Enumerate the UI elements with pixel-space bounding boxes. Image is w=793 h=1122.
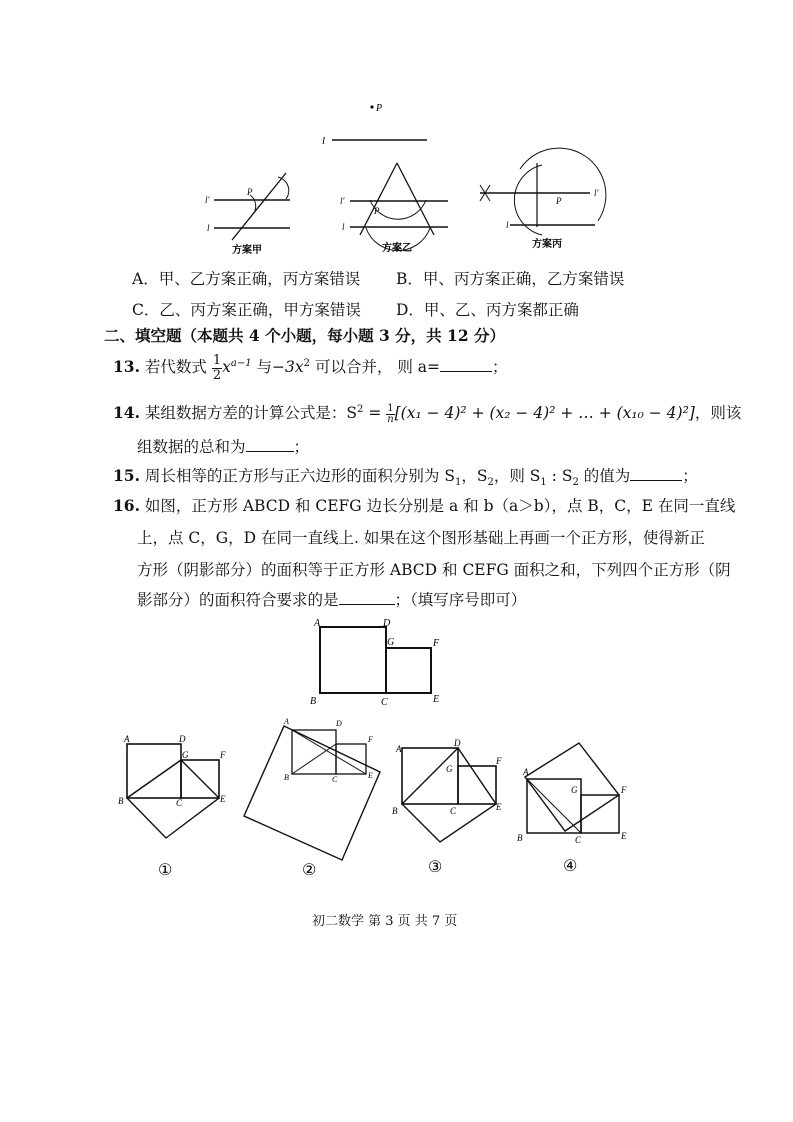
q16-line2: 上，点 C，G，D 在同一直线上. 如果在这个图形基础上再画一个正方形，使得新正	[137, 529, 705, 547]
q14-number: 14.	[113, 403, 140, 423]
svg-text:F: F	[368, 735, 373, 744]
q15: 15. 周长相等的正方形与正六边形的面积分别为 $S_1$，$S_2$，则 $S_1$ : $S_2$ 的值为 ；	[113, 466, 698, 489]
q14-answer-blank[interactable]	[246, 437, 294, 452]
svg-text:B: B	[310, 696, 317, 707]
svg-text:B: B	[392, 806, 398, 816]
svg-text:E: E	[496, 802, 502, 812]
svg-text:F: F	[496, 756, 502, 766]
svg-text:E: E	[220, 794, 226, 804]
q14-line2: 组数据的总和为 ；	[137, 438, 310, 456]
svg-text:G: G	[571, 785, 578, 795]
svg-text:P: P	[374, 206, 380, 216]
svg-text:P: P	[247, 187, 253, 197]
q13-answer-blank[interactable]	[440, 357, 492, 372]
svg-text:D: D	[179, 734, 186, 744]
option-label-1: ①	[158, 862, 173, 879]
caption-yi: 方案乙	[382, 243, 412, 254]
svg-text:D: D	[383, 618, 391, 629]
q15-answer-blank[interactable]	[630, 466, 682, 481]
line-l-label: l	[322, 135, 326, 147]
q14-fraction: $\frac{1}{n}$	[387, 402, 394, 425]
svg-text:F: F	[220, 750, 226, 760]
page-footer: 初二数学 第 3 页 共 7 页	[312, 914, 458, 929]
option-label-3: ③	[428, 859, 443, 876]
option-label-2: ②	[302, 862, 317, 879]
option-figure-4	[515, 735, 640, 877]
figure-bing	[480, 148, 606, 250]
caption-bing: 方案丙	[532, 239, 562, 250]
section2-title: 二、填空题（本题共 4 个小题，每小题 3 分，共 12 分）	[104, 326, 506, 345]
q12-option-d: D．甲、乙、丙方案都正确	[396, 301, 579, 319]
svg-text:l': l'	[205, 195, 210, 205]
svg-text:l: l	[342, 222, 345, 232]
svg-text:C: C	[450, 806, 457, 816]
svg-text:A: A	[396, 744, 402, 754]
svg-text:C: C	[332, 775, 338, 784]
svg-text:A: A	[284, 717, 289, 726]
point-p-label: P	[376, 103, 383, 114]
figure-jia	[205, 173, 290, 256]
svg-text:l': l'	[340, 196, 345, 206]
q12-option-b: B．甲、丙方案正确，乙方案错误	[396, 270, 625, 288]
svg-text:C: C	[575, 835, 582, 845]
svg-text:E: E	[368, 771, 373, 780]
option-figure-2	[232, 712, 392, 882]
svg-text:D: D	[454, 738, 461, 748]
svg-text:A: A	[124, 734, 130, 744]
svg-text:A: A	[523, 767, 529, 777]
construction-figures	[190, 95, 630, 260]
svg-text:B: B	[517, 833, 523, 843]
q16-line3: 方形（阴影部分）的面积等于正方形 ABCD 和 CEFG 面积之和，下列四个正方形（阴	[137, 561, 731, 579]
svg-text:A: A	[314, 618, 321, 629]
svg-text:F: F	[433, 638, 440, 649]
option-label-4: ④	[563, 858, 578, 875]
q14-line1: 14. 某组数据方差的计算公式是：$S^2$ = $\frac{1}{n}$ [(x₁ − 4)² + (x₂ − 4)² + … + (x₁₀ − 4)²]，则该	[113, 402, 742, 425]
q15-number: 15.	[113, 466, 140, 485]
q13-fraction: $\frac{1}{2}$	[212, 352, 222, 383]
q13: 13. 若代数式 $\frac{1}{2}$ $x^{a-1}$ 与$-3x^2$ 可以合并， 则 a= ；	[113, 352, 508, 383]
q16-line4: 影部分）的面积符合要求的是 ；（填写序号即可）	[137, 591, 527, 609]
point-p-dot	[370, 105, 373, 108]
svg-text:G: G	[387, 637, 395, 648]
q12-option-c: C．乙、丙方案正确，甲方案错误	[132, 301, 361, 319]
svg-text:D: D	[336, 719, 342, 728]
svg-text:G: G	[446, 764, 453, 774]
svg-text:B: B	[118, 796, 124, 806]
caption-jia: 方案甲	[232, 245, 262, 256]
svg-text:l: l	[207, 223, 210, 233]
option-figure-1	[110, 730, 240, 880]
main-figure	[305, 612, 455, 707]
svg-text:F: F	[621, 785, 627, 795]
svg-text:E: E	[621, 831, 627, 841]
svg-text:E: E	[433, 694, 440, 705]
figure-yi	[340, 163, 448, 254]
svg-text:l': l'	[594, 188, 599, 198]
svg-text:C: C	[381, 697, 388, 707]
svg-text:P: P	[556, 196, 562, 206]
svg-text:G: G	[182, 750, 189, 760]
option-figure-3	[390, 738, 515, 880]
svg-text:C: C	[176, 798, 183, 808]
q16-answer-blank[interactable]	[339, 590, 395, 605]
q12-option-a: A．甲、乙方案正确，丙方案错误	[132, 270, 361, 288]
q13-number: 13.	[113, 357, 140, 377]
svg-text:l: l	[506, 220, 509, 230]
q16-number: 16.	[113, 496, 140, 515]
svg-text:B: B	[284, 773, 289, 782]
q16-line1: 16. 如图，正方形 ABCD 和 CEFG 边长分别是 a 和 b（a＞b），点 B，C，E 在同一直线	[113, 496, 736, 515]
